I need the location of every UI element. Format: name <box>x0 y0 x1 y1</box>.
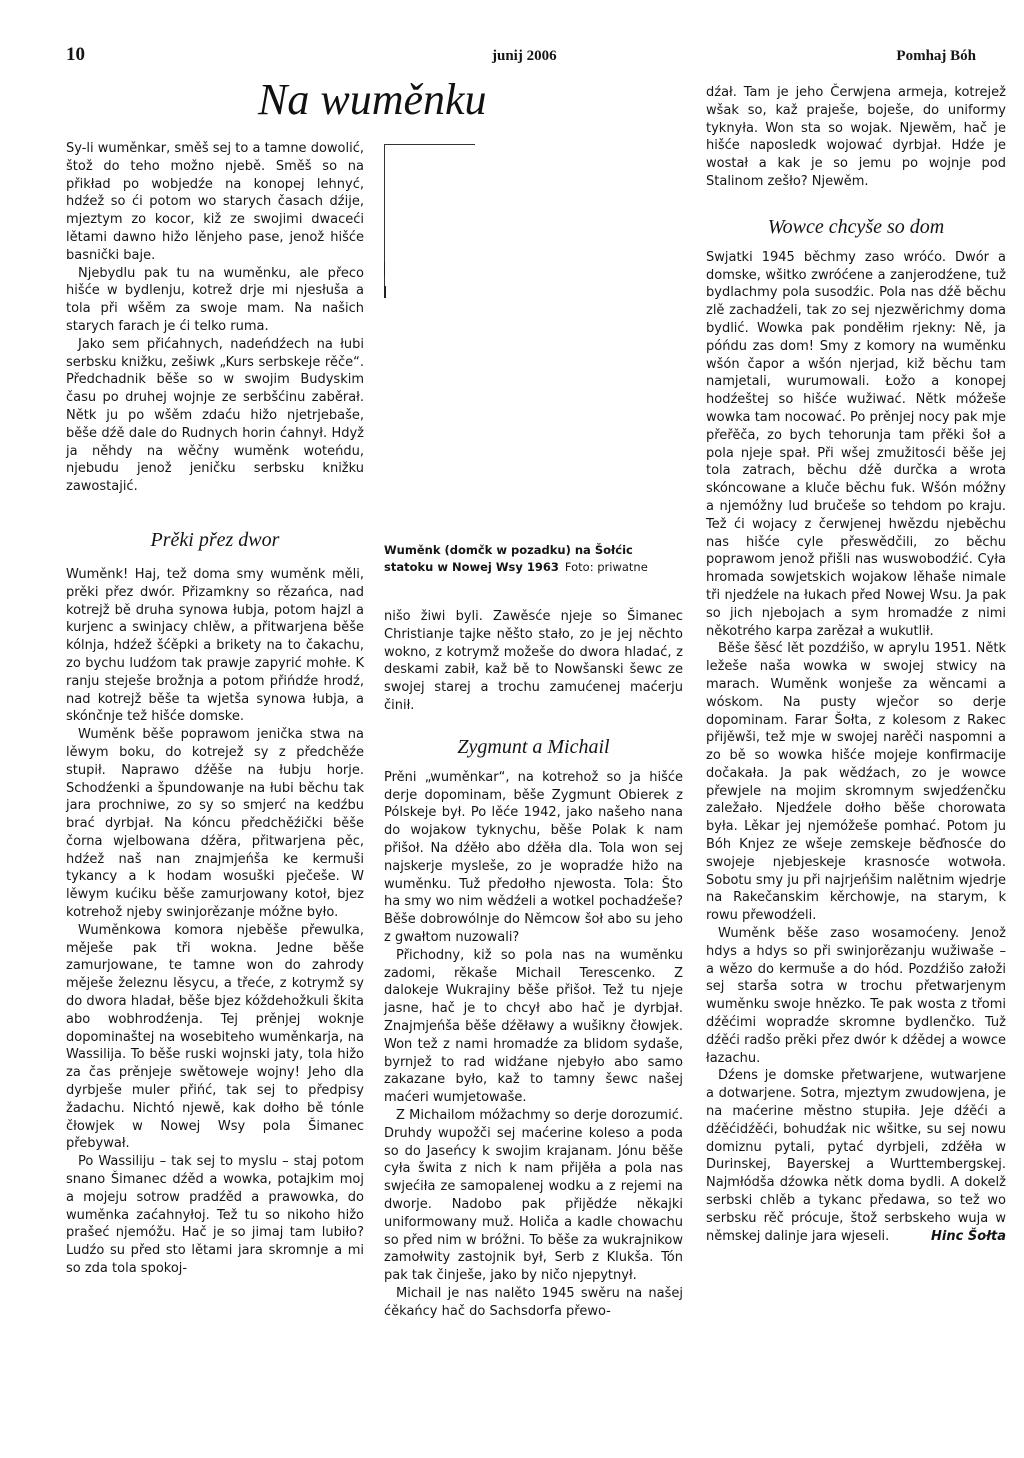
paragraph: Prěni „wuměnkar“, na kotrehož so ja hišće derje dopominam, běše Zygmunt Obierek z Pólskeje był. Po lěće 1942, jako našeho nana do wojakow tyknychu, běše Polak k nam přišoł. Na dźěło abo dźěła dla. Tola won sej najskerje mysleše, zo je wopradźe hižo na wuměnku. Tuž předołho njewosta. Tola: Što ha smy wo nim wědźeli a wotkel pochadźeše? Běše dobrowólnje do Němcow šoł abo su jeho z gwałtom nuzowali? <box>384 769 683 945</box>
paragraph: Wuměnk běše zaso wosamoćeny. Jenož hdys a hdys so při swinjorězanju wužiwaše – a wězo do kermuše a do hód. Pozdźišo załoži sej starša sotra w trochu přetwarjenym wuměnku swoje hnězko. Te pak wosta z třomi dźěćimi wopradźe skromne bydlenčko. Tuž dźěći radšo prěki přez dwór k dźědej a wowce łazachu. <box>706 926 1006 1066</box>
column-3 <box>706 84 1006 1245</box>
paragraph: Běše šěsć lět pozdźišo, w aprylu 1951. Nětk ležeše naša wowka w swojej stwicy na marach. Wuměnk wonješe za wěncami a wóskom. Na pusty wječor so derje dopominam. Farar Šołta, z kolesom z Rakec přijěwši, tež mje w swojej narěči naspomni a zo bě so wowka hišće mojeje konfirmacije dočakała. Ja pak wědźach, zo je wowce přewjele na mojim skromnym swjedźenčku zaležało. Njedźele dołho běše chorowata była. Lěkar jej njemóžeše pomhać. Potom ju Bóh Knjez ze wšeje zemskeje běďnosće do swojeje njebjeskeje krasnosće wotwoła. Sobotu smy ju při najrjeńšim nalětnim wjedrje na Rakečanskim kěrchowje, na starym, k rowu přewodźeli. <box>706 641 1006 924</box>
paper-name: Pomhaj Bóh <box>896 48 976 64</box>
paragraph <box>706 1067 1006 1245</box>
paragraph: Wuměnk běše poprawom jenička stwa na lěwym boku, do kotrejež sy z předchěźe stupił. Naprawo dźěše na łubju horje. Schodźenki a špundowanje na łubi běchu tak jara prochniwe, zo sy so smjerć na kedźbu brać dyrbjał. Na kóncu předchěźički běše čorna wjelbowana dźěra, přitwarjena pěc, hdźež naš nan znajmjeńša ke kermuši tykancy a k hodam wosuški pječeše. W lěwym kućiku běše zamurjowany kotoł, bjez kotrehož njeby swinjorězanje móžne było. <box>66 727 364 921</box>
photo-placeholder <box>384 144 475 295</box>
paragraph: Michail je nas nalěto 1945 swěru na našej ćěkańcy hač do Sachsdorfa přewo- <box>384 1285 683 1319</box>
paragraph: Přichodny, kiž so pola nas na wuměnku zadomi, rěkaše Michail Terescenko. Z dalokeje Wukrajiny běše přišoł. Tež tu njeje jasne, hač je to chcył abo hač je dyrbjał. Znajmjeńša běše dźěławy a wušikny čłowjek. Won tež z nami hromadźe za blidom sydaše, byrnjež to rad widźane njebyło abo samo zakazane było, kaž to tamny šewc našej maćeri wumjetowaše. <box>384 947 683 1106</box>
paragraph: Jako sem přićahnych, nadeńdźech na łubi serbsku knižku, zešiwk „Kurs serbskeje rěče“. Předchadnik běše so w swojim Budyskim času po druhej wojnje ze serbšćinu zaběrał. Nětk ju po wšěm zdaću hižo njetrjebaše, běše dźě dale do Rudnych horin ćahnył. Hdyž ja něhdy na wěčny wuměnk woteńdu, njebudu jenož jeničku serbsku knižku zawostajić. <box>66 336 364 495</box>
paragraph: dźał. Tam je jeho Čerwjena armeja, kotrejež wšak so, kaž praješe, boješe, do uniformy tyknyła. Won sta so wojak. Njewěm, hač je hišće naposledk wojować dyrbjał. Hdźe je wostał a kak je so jemu po wojnje pod Stalinom zešło? Njewěm. <box>706 85 1006 189</box>
article-headline: Na wuměnku <box>258 75 487 124</box>
paragraph: Wuměnk! Haj, tež doma smy wuměnk měli, prěki přez dwór. Přizamkny so rězańca, nad kotrejž bě druha synowa łubja, potom hajzl a kurjenc a swinjacy chlěw, a přitwarjena běše kólnja, hdźež šćěpki a brikety na to čakachu, zo bychu ludźom tak prawje zapyrić mohłe. K ranju steješe brožnja a potom přińdźe hrodź, nad kotrejž běše ta wjetša synowa łubja, a skónčnje tež hišće domske. <box>66 566 364 725</box>
running-head <box>0 44 1024 74</box>
paragraph: Sy-li wuměnkar, směš sej to a tamne dowolić, štož do teho možno njebě. Směš so na přikład po wobjedźe na konopej lehnyć, hdźež so ći potom wo starych časach dźije, mjeztym zo kocor, kiž ze swojimi dwaceći lětami dawno hižo lěnjeho pase, jenož hišće basnički baje. <box>66 141 364 263</box>
paragraph: Swjatki 1945 běchmy zaso wróćo. Dwór a domske, wšitko zwróćene a zanjerodźene, tuž bydlachmy pola susodźic. Pola nas dźě běchu zlě zachadźeli, tak zo sej njezwěrichmy doma bydlić. Wowka pak ponděłim rjekny: Ně, ja póńdu zas dom! Smy z komory na wuměnku wšón čapor a wšón njerjad, kiž běchu tam namjetali, wurumowali. Łožo a konopej hodźeštej so hišće wužiwać. Nětk móžeše wowka tam nocować. Po prěnjej nocy pak mje přeřěča, zo bych tehorunja tam přěki šoł a pola njeje spał. Při wšej zmužitosći běše jej tola zatrach, běchu dźě durčka a wrota skóncowane a kluče běchu fuk. Wšón móžny a njemóžny lud bručeše so tehdom po kraju. Tež ći wojacy z čerwjenej hwězdu njeběchu nas hišće cyle přeswědčili, zo běchu poprawom jenož přišli nas wuswobodźić. Cyła hromada sowjetskich wojakow lěhaše nimale tři njedźele na łukach před Nowej Wsu. Ja pak so jich njebojach a sym hromadźe z nimi někotrého karpa zarězał a wukutlił. <box>706 249 1006 639</box>
paragraph: nišo žiwi byli. Zawěsće njeje so Šimanec Christianje tajke něšto stało, zo je jej něchto wokno, z kotrymž možeše do dwora hladać, z deskami zabił, kaž bě to Nowšanski šewc ze swojej starej a trochu zamućenej maćerju činił. <box>384 609 683 713</box>
paragraph: Njebydlu pak tu na wuměnku, ale přeco hišće w bydlenju, kotrež drje mi njesłuša a tola při wšěm za swoje mam. Na našich starych farach je ći telko ruma. <box>66 265 364 334</box>
subheading: Prěki přez dwor <box>150 528 280 551</box>
subheading: Zygmunt a Michail <box>457 735 610 758</box>
photo-caption <box>384 542 684 576</box>
photo-edge-mark <box>384 262 385 276</box>
paragraph: Z Michailom móžachmy so derje dorozumić. Druhdy wupožči sej maćerine koleso a poda so do Jaseńcy k swojim krajanam. Jónu běše cyła šwita z nich k nam přijěła a pola nas swjećiła ze samopalenej wodku a z rejemi na dworje. Nadobo pak přijědźe někajki uniformowany muž. Holiča a kadle chowachu so před nim w bróžni. To běše za wukrajnikow zamołwity zastojnik był, Serb z Klukša. Tón pak tak činješe, jako by ničo njepytnył. <box>384 1107 683 1284</box>
photo-caption-text: Wuměnk (domčk w pozadku) na Šołćic statoku w Nowej Wsy 1963 <box>384 543 633 574</box>
paragraph: Wuměnkowa komora njeběše přewulka, měješe pak tři wokna. Jedne běše zamurjowane, te tamne won do zahrody měješe železnu lěsycu, a třeće, z kotrymž sy do dwora hladał, běše bjez kóždehožkuli škita abo wobhrodźenja. Tej prěnjej woknje dopominaštej na wosebiteho wuměnkarja, na Wassilija. To běše ruski wojnski jaty, tola hižo za čas prěnjeje swětoweje wojny! Jeho dla dyrbješe muler přińć, tak sej to předpisy žadachu. Nichtó njewě, kak dołho bě tónle čłowjek w Nowej Wsy pola Šimanec přebywał. <box>66 922 364 1152</box>
paragraph: Po Wassiliju – tak sej to myslu – staj potom snano Šimanec dźěd a wowka, potajkim moj a mojeju sotrow pradźěd a prawowka, do wuměnka zaćahnyłoj. Tež tu so nikoho hižo prašeć njemóžu. Hač je so jimaj tam lubiło? Ludźo su před sto lětami jara skromnje a mi so zda tola spokoj- <box>66 1154 364 1277</box>
page-number: 10 <box>66 44 85 65</box>
paragraph-text: Dźens je domske přetwarjene, wutwarjene a dotwarjene. Sotra, mjeztym zwudowjena, je na maćerine městno stupiła. Jeje dźěći a dźěćidźěći, bohudźak nic wšitke, su sej nowu domiznu pytali, pytać dyrbjeli, zdźěła w Durinskej, Bayerskej a Wurttembergskej. Najmłódša dźowka nětk doma bydli. A dokelž serbski chlěb a tykanc předawa, so tež wo serbsku rěč prócuje, štož serbskeho wuja w němskej dalinje jara wjeseli. <box>706 1068 1006 1244</box>
issue-date: junij 2006 <box>492 48 557 64</box>
author-signature: Hinc Šołta <box>931 1228 1006 1244</box>
photo-edge-mark <box>384 286 386 298</box>
subheading: Wowce chcyše so dom <box>767 215 945 238</box>
column-1 <box>66 140 364 1278</box>
column-2 <box>384 608 683 1320</box>
photo-credit: Foto: priwatne <box>564 560 648 574</box>
